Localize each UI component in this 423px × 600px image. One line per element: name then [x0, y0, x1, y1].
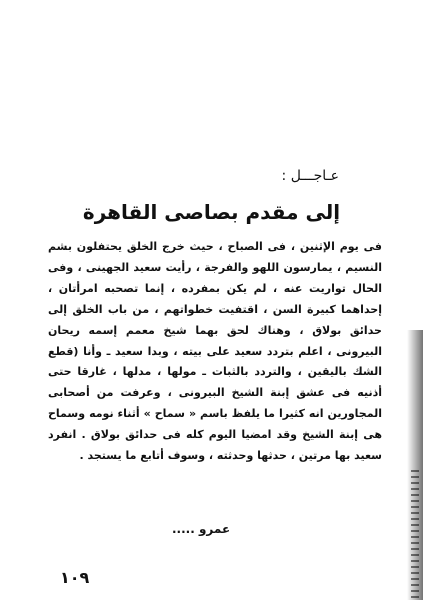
- urgent-label: عـاجـــل :: [281, 168, 339, 184]
- body-paragraph: فى يوم الإثنين ، فى الصباح ، حيث خرج الخلق يحتفلون بشم النسيم ، يمارسون اللهو والفرجة ، رأيت سعيد الجهينى ، وفى الحال تواريت عنه ، لم يكن بمفرده ، إنما تصحبه امرأتان ، إحداهما كبيرة السن ، اقتفيت خطواتهم ، من باب الخلق إلى حدائق بولاق ، وهناك لحق بهما شيخ معمم إسمه ريحان البيرونى ، اعلم بتردد سعيد على بيته ، وبدا سعيد ـ وأنا (قطع الشك باليقين ، والتردد بالثبات ـ مولها ، مدلها ، غارقا حتى أذنيه فى عشق إبنة الشيخ البيرونى ، وعرفت من أصحابى المجاورين انه كثيرا ما يلفظ باسم « سماح » أثناء نومه وسماح هى إبنة الشيخ وقد امضيا اليوم كله فى حدائق بولاق . انفرد سعيد بها مرتين ، حدثها وحدثته ، وسوف أتابع ما يستجد .: [48, 240, 382, 463]
- page-number: ١٠٩: [60, 568, 90, 587]
- page-edge-speckle: [411, 470, 419, 600]
- page-title: إلى مقدم بصاصى القاهرة: [82, 200, 341, 224]
- body-text: [48, 237, 382, 467]
- signature: عمرو .....: [172, 522, 231, 536]
